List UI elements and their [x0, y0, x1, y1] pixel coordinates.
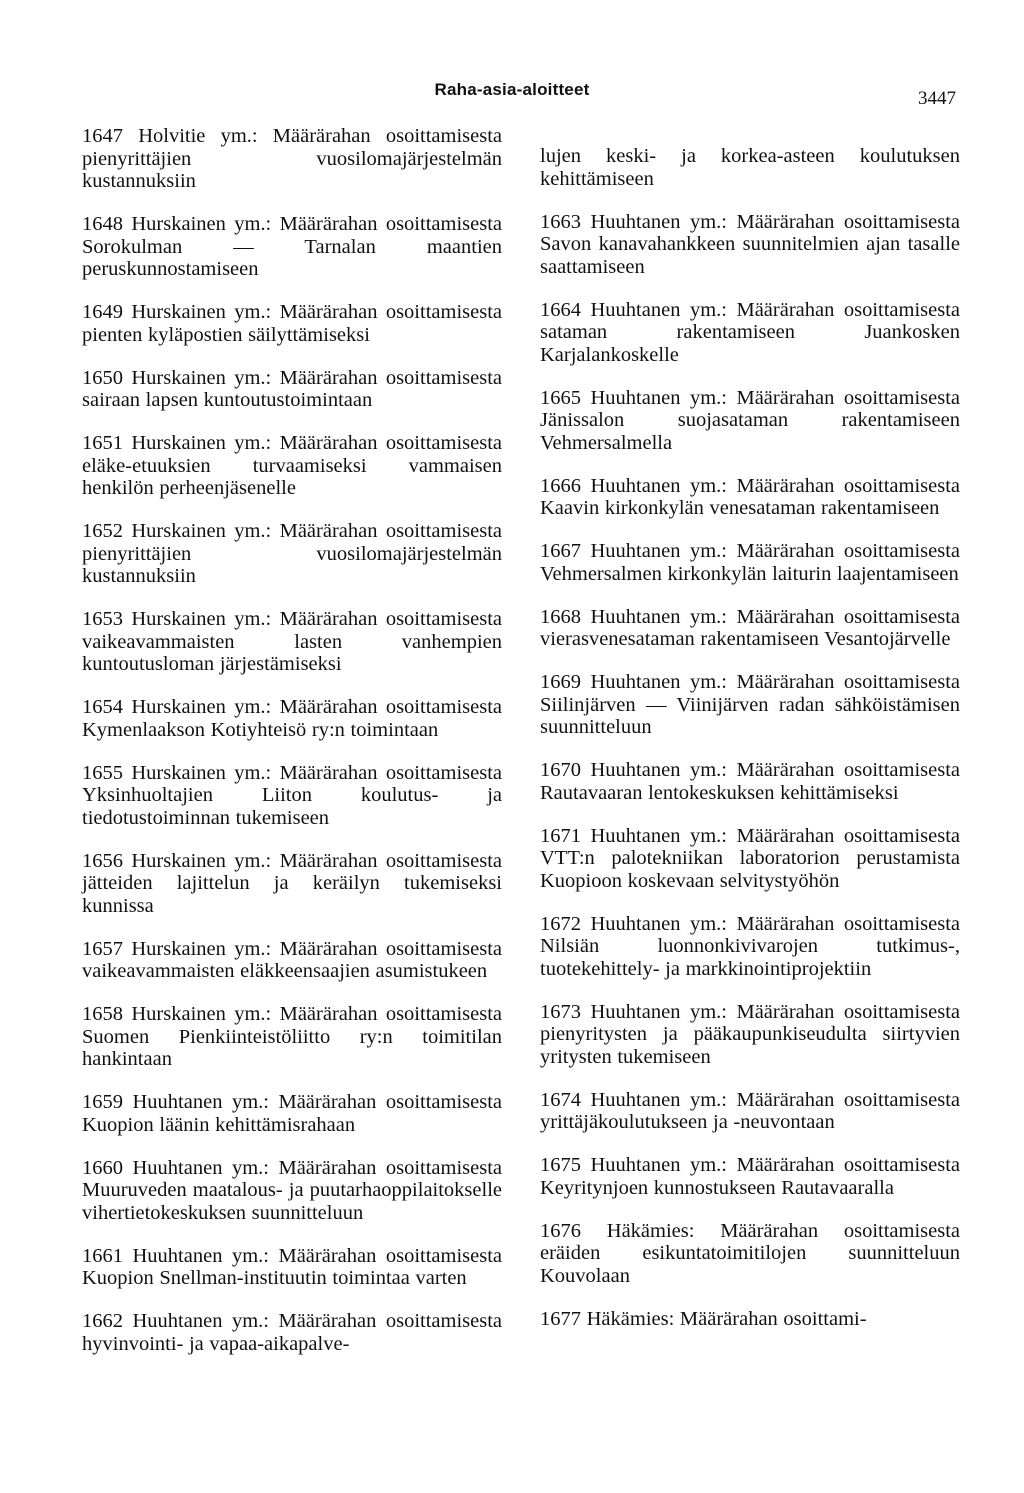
entry-1652: 1652 Hurskainen ym.: Määrärahan osoittamisesta pienyrittäjien vuosilomajärjestelmän kustannuksiin	[82, 520, 502, 587]
entry-1656: 1656 Hurskainen ym.: Määrärahan osoittamisesta jätteiden lajittelun ja keräilyn tukemiseksi kunnissa	[82, 849, 502, 917]
entry-1668: 1668 Huuhtanen ym.: Määrärahan osoittamisesta vierasvenesataman rakentamiseen Vesantojärvelle	[540, 605, 960, 650]
entry-1673: 1673 Huuhtanen ym.: Määrärahan osoittamisesta pienyritysten ja pääkaupunkiseudulta siirtyvien yritysten tukemiseen	[540, 1000, 960, 1068]
entry-1653: 1653 Hurskainen ym.: Määrärahan osoittamisesta vaikeavammaisten lasten vanhempien kuntoutusloman järjestämiseksi	[82, 608, 502, 675]
entry-1661: 1661 Huuhtanen ym.: Määrärahan osoittamisesta Kuopion Snellman-instituutin toimintaa varten	[82, 1244, 502, 1289]
right-column	[540, 145, 960, 1343]
entry-1677: 1677 Häkämies: Määrärahan osoittami-	[540, 1307, 867, 1330]
entry-1649: 1649 Hurskainen ym.: Määrärahan osoittamisesta pienten kyläpostien säilyttämiseksi	[82, 301, 502, 346]
entry-1671: 1671 Huuhtanen ym.: Määrärahan osoittamisesta VTT:n palotekniikan laboratorion perustamista Kuopioon koskevaan selvitystyöhön	[540, 824, 960, 892]
entry-1654: 1654 Hurskainen ym.: Määrärahan osoittamisesta Kymenlaakson Kotiyhteisö ry:n toimintaan	[82, 696, 502, 741]
entry-1664: 1664 Huuhtanen ym.: Määrärahan osoittamisesta sataman rakentamiseen Juankosken Karjalankoskelle	[540, 298, 960, 366]
entry-1669: 1669 Huuhtanen ym.: Määrärahan osoittamisesta Siilinjärven — Viinijärven radan sähköistämisen suunnitteluun	[540, 671, 960, 738]
entry-1647: 1647 Holvitie ym.: Määrärahan osoittamisesta pienyrittäjien vuosilomajärjestelmän kustannuksiin	[82, 125, 502, 192]
entry-1665: 1665 Huuhtanen ym.: Määrärahan osoittamisesta Jänissalon suojasataman rakentamiseen Vehmersalmella	[540, 386, 960, 454]
entry-1675: 1675 Huuhtanen ym.: Määrärahan osoittamisesta Keyritynjoen kunnostukseen Rautavaaralla	[540, 1154, 960, 1199]
entry-1659: 1659 Huuhtanen ym.: Määrärahan osoittamisesta Kuopion läänin kehittämisrahaan	[82, 1091, 502, 1136]
entry-1650: 1650 Hurskainen ym.: Määrärahan osoittamisesta sairaan lapsen kuntoutustoimintaan	[82, 366, 502, 411]
entry-1660: 1660 Huuhtanen ym.: Määrärahan osoittamisesta Muuruveden maatalous- ja puutarhaoppilaitokselle vihertietokeskuksen suunnitteluun	[82, 1156, 502, 1224]
entry-1672: 1672 Huuhtanen ym.: Määrärahan osoittamisesta Nilsiän luonnonkivivarojen tutkimus-, tuotekehittely- ja markkinointiprojektiin	[540, 912, 960, 980]
entry-1674: 1674 Huuhtanen ym.: Määrärahan osoittamisesta yrittäjäkoulutukseen ja -neuvontaan	[540, 1088, 960, 1133]
entry-1676: 1676 Häkämies: Määrärahan osoittamisesta eräiden esikuntatoimitilojen suunnitteluun Kouvolaan	[540, 1219, 960, 1287]
entry-1657: 1657 Hurskainen ym.: Määrärahan osoittamisesta vaikeavammaisten eläkkeensaajien asumistukeen	[82, 937, 502, 982]
entry-1663: 1663 Huuhtanen ym.: Määrärahan osoittamisesta Savon kanavahankkeen suunnitelmien ajan tasalle saattamiseen	[540, 210, 960, 278]
entry-1658: 1658 Hurskainen ym.: Määrärahan osoittamisesta Suomen Pienkiinteistöliitto ry:n toimitilan hankintaan	[82, 1003, 502, 1070]
entry-1662-continued: lujen keski- ja korkea-asteen koulutuksen kehittämiseen	[540, 145, 960, 190]
entry-1648: 1648 Hurskainen ym.: Määrärahan osoittamisesta Sorokulman — Tarnalan maantien peruskunnostamiseen	[82, 213, 502, 280]
entry-1655: 1655 Hurskainen ym.: Määrärahan osoittamisesta Yksinhuoltajien Liiton koulutus- ja tiedotustoiminnan tukemiseen	[82, 761, 502, 829]
left-column	[82, 125, 502, 1368]
entry-1667: 1667 Huuhtanen ym.: Määrärahan osoittamisesta Vehmersalmen kirkonkylän laiturin laajentamiseen	[540, 540, 960, 585]
entry-1666: 1666 Huuhtanen ym.: Määrärahan osoittamisesta Kaavin kirkonkylän venesataman rakentamiseen	[540, 474, 960, 519]
page-number: 3447	[918, 88, 956, 109]
entry-1662: 1662 Huuhtanen ym.: Määrärahan osoittamisesta hyvinvointi- ja vapaa-aikapalve-	[82, 1310, 502, 1355]
page-header-title: Raha-asia-aloitteet	[434, 80, 590, 99]
entry-1670: 1670 Huuhtanen ym.: Määrärahan osoittamisesta Rautavaaran lentokeskuksen kehittämiseksi	[540, 759, 960, 804]
entry-1651: 1651 Hurskainen ym.: Määrärahan osoittamisesta eläke-etuuksien turvaamiseksi vammaisen henkilön perheenjäsenelle	[82, 432, 502, 499]
